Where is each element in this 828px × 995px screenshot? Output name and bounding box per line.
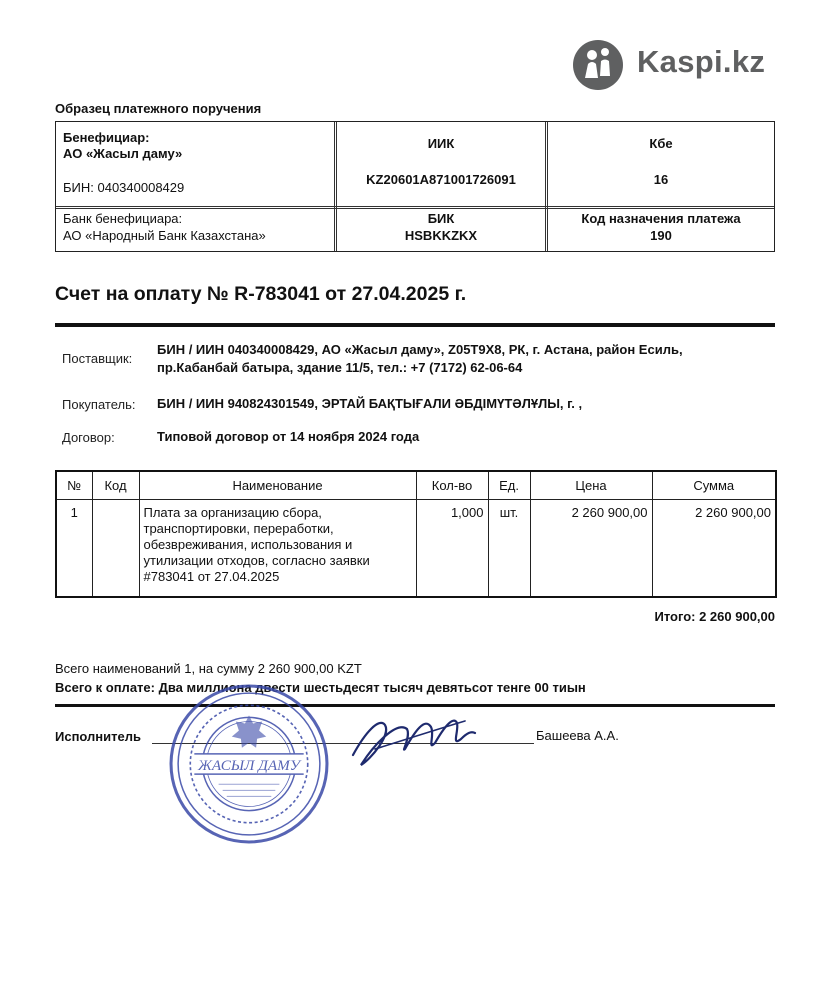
header-name: Наименование <box>139 471 416 499</box>
signature <box>345 703 480 775</box>
header-price: Цена <box>530 471 652 499</box>
items-table <box>55 470 777 598</box>
divider <box>55 323 775 327</box>
supplier-line-1: БИН / ИИН 040340008429, АО «Жасыл даму», Z05T9X8, РК, г. Астана, район Есиль, <box>157 342 683 357</box>
requisites-table <box>55 121 775 252</box>
beneficiary-label: Бенефициар: <box>63 130 150 145</box>
bank-name: АО «Народный Банк Казахстана» <box>63 228 266 243</box>
row-sum: 2 260 900,00 <box>652 499 776 597</box>
header-num: № <box>56 471 92 499</box>
iik-label: ИИК <box>427 136 455 151</box>
buyer-text: БИН / ИИН 940824301549, ЭРТАЙ БАҚТЫҒАЛИ ӘБДІМҮТӘЛҰЛЫ, г. , <box>157 396 583 411</box>
row-name-line: транспортировки, переработки, <box>143 520 334 536</box>
company-stamp <box>168 683 330 845</box>
kbe-value: 16 <box>653 172 669 187</box>
row-name-line: утилизации отходов, согласно заявки <box>143 552 370 568</box>
header-unit: Ед. <box>488 471 530 499</box>
bik-value: HSBKKZKX <box>404 228 478 243</box>
buyer-label: Покупатель: <box>62 397 136 412</box>
kbe-label: Кбе <box>649 136 673 151</box>
bik-label: БИК <box>427 211 455 226</box>
beneficiary-name: АО «Жасыл даму» <box>63 146 183 161</box>
purpose-code-label: Код назначения платежа <box>581 211 741 226</box>
row-code <box>92 499 139 597</box>
supplier-label: Поставщик: <box>62 351 133 366</box>
row-qty: 1,000 <box>416 499 488 597</box>
summary-in-words: Всего к оплате: Два миллиона двести шестьдесят тысяч девятьсот тенге 00 тиын <box>55 680 586 695</box>
contract-text: Типовой договор от 14 ноября 2024 года <box>157 429 420 444</box>
header-code: Код <box>92 471 139 499</box>
header-qty: Кол-во <box>416 471 488 499</box>
executor-label: Исполнитель <box>55 729 141 744</box>
invoice-title: Счет на оплату № R-783041 от 27.04.2025 г. <box>55 283 467 305</box>
items-table-header <box>56 471 776 499</box>
sample-title: Образец платежного поручения <box>55 101 262 116</box>
summary-count: Всего наименований 1, на сумму 2 260 900,00 KZT <box>55 661 362 676</box>
row-name-line: Плата за организацию сбора, <box>143 504 322 520</box>
table-row <box>56 499 776 597</box>
row-num: 1 <box>56 499 92 597</box>
header-sum: Сумма <box>652 471 776 499</box>
kaspi-logo-text: Kaspi.kz <box>637 44 766 79</box>
bank-label: Банк бенефициара: <box>63 211 183 226</box>
row-unit: шт. <box>488 499 530 597</box>
beneficiary-bin: БИН: 040340008429 <box>63 180 185 195</box>
row-price: 2 260 900,00 <box>530 499 652 597</box>
iik-value: KZ20601A871001726091 <box>366 172 516 187</box>
row-name <box>139 499 416 597</box>
total: Итого: 2 260 900,00 <box>654 609 775 624</box>
row-name-line: обезвреживания, использования и <box>143 536 353 552</box>
kaspi-logo-icon <box>573 40 623 90</box>
contract-label: Договор: <box>62 430 115 445</box>
supplier-line-2: пр.Кабанбай батыра, здание 11/5, тел.: +7 (7172) 62-06-64 <box>157 360 523 375</box>
executor-name: Башеева А.А. <box>536 728 619 743</box>
purpose-code-value: 190 <box>650 228 672 243</box>
stamp-text: ЖАСЫЛ ДАМУ <box>198 757 300 775</box>
kaspi-logo <box>573 38 798 90</box>
row-name-line: #783041 от 27.04.2025 <box>143 568 280 584</box>
